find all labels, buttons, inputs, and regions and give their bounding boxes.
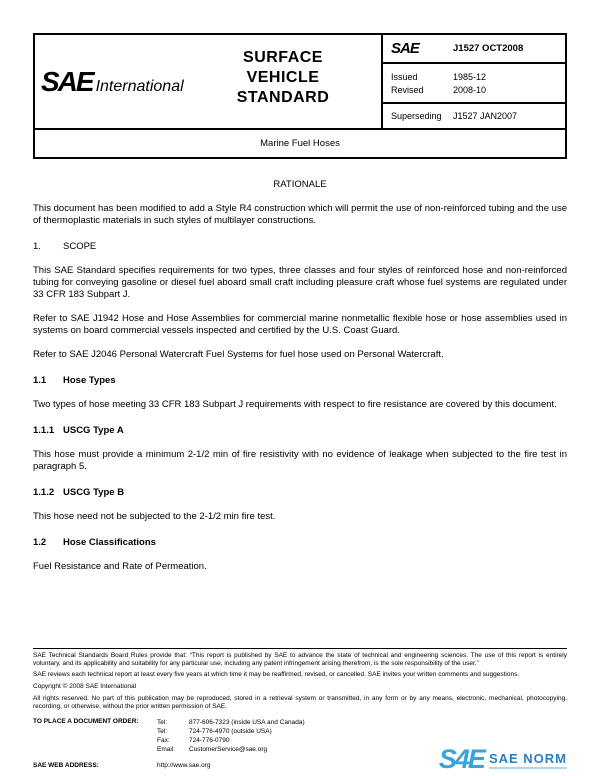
contact-tel-inside: [157, 718, 305, 727]
issued-label: Issued: [391, 72, 418, 82]
contact-email: [157, 745, 305, 754]
fax-value: 724-776-0790: [189, 736, 230, 744]
standard-code: J1527 OCT2008: [453, 43, 524, 54]
section-1-1-2-title: USCG Type B: [63, 487, 125, 498]
footer-rights: All rights reserved. No part of this publication may be reproduced, stored in a retrieval system or transmitted, in any form or by any means, electronic, mechanical, photocopying, recording, or otherwise, without the prior written permission of SAE.: [33, 694, 567, 710]
rationale-heading: RATIONALE: [273, 179, 327, 190]
doc-type-line-1: SURFACE: [243, 49, 323, 66]
document-body: [33, 179, 567, 573]
section-heading-scope: [33, 241, 567, 253]
scope-number: 1.: [33, 241, 41, 252]
email-link[interactable]: CustomerService@sae.org: [189, 745, 268, 753]
sae-logo-text: SAE: [41, 65, 93, 97]
document-title: Marine Fuel Hoses: [35, 128, 565, 157]
section-1-2-number: 1.2: [33, 537, 47, 548]
tel-value-outside-usa: 724-776-4970 (outside USA): [189, 727, 272, 735]
issued-value: 1985-12: [453, 72, 487, 82]
web-address-caption: SAE WEB ADDRESS:: [33, 761, 99, 769]
fax-label: Fax:: [157, 736, 170, 744]
page-footer: [33, 648, 567, 774]
section-1-2-title: Hose Classifications: [63, 537, 156, 548]
email-label: Email:: [157, 745, 176, 753]
document-meta-table: [381, 35, 565, 128]
scope-title: SCOPE: [63, 241, 97, 252]
section-1-1-1-paragraph: This hose must provide a minimum 2-1/2 min of fire resistivity with no evidence of leakage when subjected to the fire test in paragraph 5.: [33, 449, 567, 472]
rationale-paragraph: This document has been modified to add a Style R4 construction which will permit the use of non-reinforced tubing and the use of thermoplastic materials in such styles of multilayer constructions.: [33, 203, 567, 226]
document-type-title: [185, 35, 381, 128]
footer-disclaimer-2: SAE reviews each technical report at least every five years at which time it may be reaffirmed, revised, or cancelled. SAE invites your written comments and suggestions.: [33, 670, 520, 678]
section-heading-1-1-1: [33, 425, 567, 437]
section-1-1-title: Hose Types: [63, 375, 116, 386]
tel-label: Tel:: [157, 718, 168, 726]
revised-label: Revised: [391, 85, 424, 95]
sae-norm-logo-underline: [489, 767, 567, 769]
scope-paragraph-2: Refer to SAE J1942 Hose and Hose Assemblies for commercial marine nonmetallic flexible hose or hose assemblies used in systems on board commercial vessels inspected and certified by the U.S. Coast Guard.: [33, 313, 567, 336]
contact-tel-outside: [157, 727, 305, 736]
sae-norm-stamp: [438, 744, 567, 774]
contact-fax: [157, 736, 305, 745]
doc-type-line-2: VEHICLE: [246, 69, 320, 86]
footer-divider: [33, 648, 567, 649]
header-table: [33, 33, 567, 159]
tel-value-inside-usa: 877-606-7323 (inside USA and Canada): [189, 718, 305, 726]
section-heading-1-1-2: [33, 487, 567, 499]
meta-code-row: [383, 35, 565, 64]
section-1-1-2-number: 1.1.2: [33, 487, 55, 498]
doc-type-line-3: STANDARD: [236, 89, 330, 106]
footer-copyright: Copyright © 2008 SAE International: [33, 683, 137, 690]
revised-value: 2008-10: [453, 85, 487, 95]
meta-superseding-row: [383, 104, 565, 128]
sae-norm-logo-icon: S4E: [438, 744, 484, 774]
sae-logo-international-text: International: [95, 77, 184, 95]
section-1-2-paragraph: Fuel Resistance and Rate of Permeation.: [33, 561, 207, 572]
section-heading-1-1: [33, 375, 567, 387]
web-address-link[interactable]: http://www.sae.org: [157, 761, 211, 769]
order-contacts: [157, 718, 305, 754]
sae-international-logo: [35, 35, 185, 128]
superseding-label: Superseding: [391, 111, 442, 121]
footer-disclaimer-1: SAE Technical Standards Board Rules provide that: “This report is published by SAE to advance the state of technical and engineering sciences. The use of this report is entirely voluntary, and its applicability and suitability for any particular use, including any patent infringement arising therefrom, is the sole responsibility of the user.”: [33, 651, 567, 667]
tel-label-2: Tel:: [157, 727, 168, 735]
scope-paragraph-3: Refer to SAE J2046 Personal Watercraft Fuel Systems for fuel hose used on Personal Watercraft.: [33, 349, 444, 360]
order-caption: TO PLACE A DOCUMENT ORDER:: [33, 717, 139, 725]
section-1-1-number: 1.1: [33, 375, 47, 386]
section-1-1-1-title: USCG Type A: [63, 425, 124, 436]
superseding-value: J1527 JAN2007: [453, 111, 518, 121]
section-1-1-1-number: 1.1.1: [33, 425, 55, 436]
header-top-row: [35, 35, 565, 128]
scope-paragraph-1: This SAE Standard specifies requirements for two types, three classes and four styles of reinforced hose and non-reinforced tubing for conveying gasoline or diesel fuel aboard small craft including pleasure craft whose fuel systems are regulated under 33 CFR 183 Subpart J.: [33, 265, 567, 300]
section-1-1-2-paragraph: This hose need not be subjected to the 2-1/2 min fire test.: [33, 511, 276, 522]
section-1-1-paragraph: Two types of hose meeting 33 CFR 183 Subpart J requirements with respect to fire resistance are covered by this document.: [33, 399, 557, 410]
sae-small-logo: SAE: [391, 40, 419, 57]
meta-dates-row: [383, 64, 565, 104]
section-heading-1-2: [33, 537, 567, 549]
sae-norm-logo-text: SAE NORM: [488, 751, 567, 766]
